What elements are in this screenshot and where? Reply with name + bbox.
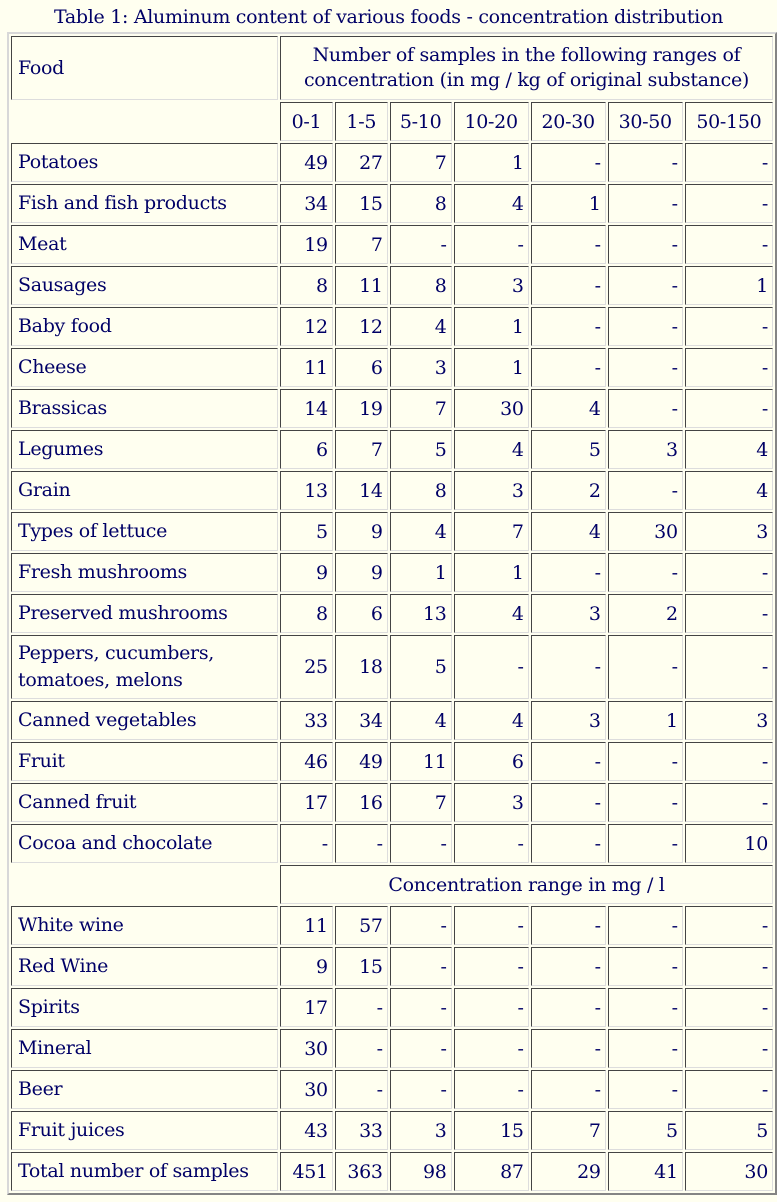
value-cell: 5 [531, 430, 606, 469]
value-cell: 7 [335, 225, 388, 264]
table-row [11, 184, 773, 223]
value-cell: 12 [335, 307, 388, 346]
food-name: Legumes [18, 438, 104, 460]
value-cell: 6 [335, 594, 388, 633]
value-cell: 34 [280, 184, 333, 223]
value-cell: 3 [390, 1111, 452, 1150]
value-cell: - [335, 824, 388, 863]
value-cell: 11 [280, 906, 333, 945]
food-name: Peppers, cucumbers, tomatoes, melons [18, 642, 215, 691]
value-cell: 2 [531, 471, 606, 510]
range-header-30-50: 30-50 [608, 102, 683, 141]
food-name: Canned vegetables [18, 709, 197, 731]
value-cell: - [608, 988, 683, 1027]
value-cell: 6 [454, 742, 529, 781]
range-header-5-10: 5-10 [390, 102, 452, 141]
value-cell: 5 [685, 1111, 773, 1150]
value-cell: 5 [390, 635, 452, 699]
value-cell: 7 [335, 430, 388, 469]
value-cell: - [531, 742, 606, 781]
value-cell: - [390, 906, 452, 945]
value-cell: 1 [531, 184, 606, 223]
value-cell: - [685, 783, 773, 822]
value-cell: - [608, 553, 683, 592]
value-cell: - [685, 947, 773, 986]
food-name: Cocoa and chocolate [18, 832, 213, 854]
table-row [11, 1111, 773, 1150]
table-row [11, 988, 773, 1027]
value-cell: - [454, 1070, 529, 1109]
value-cell: 30 [280, 1070, 333, 1109]
value-cell: 1 [454, 348, 529, 387]
food-column-header: Food [11, 36, 278, 100]
table-row [11, 348, 773, 387]
value-cell: 7 [454, 512, 529, 551]
food-name-cell [11, 143, 278, 182]
value-cell: - [685, 307, 773, 346]
food-name: Brassicas [18, 397, 107, 419]
value-cell: 5 [390, 430, 452, 469]
value-cell: - [531, 635, 606, 699]
table-row [11, 742, 773, 781]
value-cell: - [608, 266, 683, 305]
value-cell: - [390, 1070, 452, 1109]
value-cell: 451 [280, 1152, 333, 1191]
value-cell: 3 [531, 701, 606, 740]
value-cell: - [608, 348, 683, 387]
food-name: Beer [18, 1078, 63, 1100]
value-cell: - [608, 824, 683, 863]
value-cell: 1 [454, 307, 529, 346]
food-name: Types of lettuce [18, 520, 168, 542]
value-cell: 19 [335, 389, 388, 428]
table-row [11, 512, 773, 551]
value-cell: 33 [280, 701, 333, 740]
value-cell: - [531, 266, 606, 305]
value-cell: - [608, 1070, 683, 1109]
header-row [11, 36, 773, 100]
value-cell: 4 [454, 594, 529, 633]
food-name-cell [11, 988, 278, 1027]
value-cell: 19 [280, 225, 333, 264]
value-cell: 3 [685, 512, 773, 551]
liquids-range-header: Concentration range in mg / l [280, 865, 773, 904]
value-cell: 9 [335, 512, 388, 551]
value-cell: 14 [280, 389, 333, 428]
food-name: Sausages [18, 274, 107, 296]
food-name-cell [11, 594, 278, 633]
value-cell: - [685, 988, 773, 1027]
value-cell: - [531, 783, 606, 822]
value-cell: - [608, 1029, 683, 1068]
food-name: Fresh mushrooms [18, 561, 188, 583]
food-name-cell [11, 742, 278, 781]
value-cell: 4 [531, 389, 606, 428]
value-cell: 4 [390, 512, 452, 551]
food-name-cell [11, 307, 278, 346]
value-cell: 4 [685, 430, 773, 469]
value-cell: 8 [390, 471, 452, 510]
food-name-cell [11, 471, 278, 510]
value-cell: 13 [390, 594, 452, 633]
value-cell: 8 [280, 266, 333, 305]
value-cell: 8 [280, 594, 333, 633]
value-cell: - [454, 947, 529, 986]
value-cell: 17 [280, 988, 333, 1027]
table-row [11, 225, 773, 264]
table-row [11, 1070, 773, 1109]
value-cell: 11 [280, 348, 333, 387]
value-cell: - [608, 389, 683, 428]
food-name-cell [11, 1070, 278, 1109]
value-cell: 8 [390, 184, 452, 223]
table-row [11, 906, 773, 945]
value-cell: - [531, 225, 606, 264]
value-cell: 1 [608, 701, 683, 740]
food-name-cell [11, 389, 278, 428]
food-name: Preserved mushrooms [18, 602, 228, 624]
value-cell: 4 [390, 307, 452, 346]
value-cell: 363 [335, 1152, 388, 1191]
value-cell: - [531, 906, 606, 945]
value-cell: - [335, 988, 388, 1027]
table-row [11, 635, 773, 699]
table-row [11, 266, 773, 305]
value-cell: 30 [454, 389, 529, 428]
empty-cell [11, 102, 278, 141]
food-name-cell [11, 635, 278, 699]
value-cell: - [685, 184, 773, 223]
value-cell: 3 [454, 783, 529, 822]
value-cell: - [685, 1070, 773, 1109]
value-cell: 3 [454, 266, 529, 305]
value-cell: 9 [335, 553, 388, 592]
value-cell: - [454, 225, 529, 264]
value-cell: 12 [280, 307, 333, 346]
food-name: Canned fruit [18, 791, 137, 813]
value-cell: 98 [390, 1152, 452, 1191]
food-name: Cheese [18, 356, 87, 378]
food-name: Red Wine [18, 955, 109, 977]
value-cell: 49 [280, 143, 333, 182]
value-cell: 8 [390, 266, 452, 305]
food-name-cell [11, 824, 278, 863]
food-name-cell [11, 783, 278, 822]
food-name: Fish and fish products [18, 192, 227, 214]
value-cell: - [531, 988, 606, 1027]
value-cell: 27 [335, 143, 388, 182]
table-row [11, 1029, 773, 1068]
table-row [11, 594, 773, 633]
food-name: Meat [18, 233, 67, 255]
food-name: Spirits [18, 996, 80, 1018]
value-cell: 87 [454, 1152, 529, 1191]
table-row [11, 430, 773, 469]
food-name: Fruit juices [18, 1119, 125, 1141]
value-cell: 3 [390, 348, 452, 387]
value-cell: 4 [531, 512, 606, 551]
value-cell: 25 [280, 635, 333, 699]
value-cell: - [454, 988, 529, 1027]
value-cell: 1 [454, 553, 529, 592]
value-cell: 9 [280, 553, 333, 592]
value-cell: 16 [335, 783, 388, 822]
value-cell: - [454, 824, 529, 863]
value-cell: - [608, 906, 683, 945]
empty-cell [11, 865, 278, 904]
value-cell: - [454, 635, 529, 699]
food-name-cell [11, 1029, 278, 1068]
value-cell: - [454, 1029, 529, 1068]
range-header-20-30: 20-30 [531, 102, 606, 141]
value-cell: - [685, 594, 773, 633]
value-cell: 29 [531, 1152, 606, 1191]
value-cell: - [685, 1029, 773, 1068]
value-cell: - [531, 307, 606, 346]
value-cell: 1 [390, 553, 452, 592]
value-cell: - [531, 348, 606, 387]
value-cell: - [608, 471, 683, 510]
value-cell: - [390, 824, 452, 863]
value-cell: 4 [390, 701, 452, 740]
value-cell: 3 [685, 701, 773, 740]
value-cell: - [454, 906, 529, 945]
range-header-1-5: 1-5 [335, 102, 388, 141]
food-name: Mineral [18, 1037, 92, 1059]
value-cell: - [608, 947, 683, 986]
food-name-cell [11, 701, 278, 740]
food-name-cell [11, 1111, 278, 1150]
value-cell: 30 [608, 512, 683, 551]
table-row [11, 824, 773, 863]
food-name: Grain [18, 479, 71, 501]
range-header-50-150: 50-150 [685, 102, 773, 141]
food-name-cell [11, 225, 278, 264]
range-header-0-1: 0-1 [280, 102, 333, 141]
value-cell: - [685, 553, 773, 592]
food-name: Fruit [18, 750, 65, 772]
value-cell: 3 [608, 430, 683, 469]
value-cell: - [390, 947, 452, 986]
value-cell: 57 [335, 906, 388, 945]
range-group-label: Number of samples in the following ranges of concentration (in mg / kg of original substance) [303, 44, 750, 91]
table-row [11, 143, 773, 182]
liquids-header-row [11, 865, 773, 904]
value-cell: - [608, 635, 683, 699]
food-name-cell [11, 1152, 278, 1191]
value-cell: 4 [454, 701, 529, 740]
value-cell: - [280, 824, 333, 863]
food-name: Total number of samples [18, 1160, 249, 1182]
value-cell: - [685, 143, 773, 182]
value-cell: - [531, 143, 606, 182]
food-name-cell [11, 430, 278, 469]
food-name-cell [11, 947, 278, 986]
food-name-cell [11, 348, 278, 387]
value-cell: - [608, 143, 683, 182]
value-cell: - [335, 1070, 388, 1109]
value-cell: - [390, 225, 452, 264]
value-cell: 5 [608, 1111, 683, 1150]
value-cell: 15 [335, 184, 388, 223]
value-cell: 3 [531, 594, 606, 633]
value-cell: 2 [608, 594, 683, 633]
range-header-10-20: 10-20 [454, 102, 529, 141]
value-cell: 41 [608, 1152, 683, 1191]
value-cell: 30 [685, 1152, 773, 1191]
value-cell: - [685, 225, 773, 264]
value-cell: 7 [390, 143, 452, 182]
value-cell: 11 [335, 266, 388, 305]
value-cell: - [608, 742, 683, 781]
total-row [11, 1152, 773, 1191]
value-cell: 7 [390, 783, 452, 822]
value-cell: - [531, 824, 606, 863]
value-cell: 30 [280, 1029, 333, 1068]
value-cell: 10 [685, 824, 773, 863]
value-cell: 17 [280, 783, 333, 822]
value-cell: 15 [335, 947, 388, 986]
table-row [11, 947, 773, 986]
value-cell: 1 [454, 143, 529, 182]
table-row [11, 307, 773, 346]
value-cell: - [390, 1029, 452, 1068]
aluminum-table [7, 32, 777, 1195]
value-cell: - [608, 184, 683, 223]
value-cell: 46 [280, 742, 333, 781]
food-name: Baby food [18, 315, 112, 337]
value-cell: 7 [390, 389, 452, 428]
food-name-cell [11, 906, 278, 945]
value-cell: 3 [454, 471, 529, 510]
value-cell: - [685, 389, 773, 428]
value-cell: 14 [335, 471, 388, 510]
table-caption: Table 1: Aluminum content of various foods - concentration distribution [53, 6, 724, 28]
value-cell: 4 [454, 430, 529, 469]
value-cell: - [608, 783, 683, 822]
value-cell: - [531, 947, 606, 986]
value-cell: - [685, 635, 773, 699]
value-cell: 4 [685, 471, 773, 510]
value-cell: - [531, 1070, 606, 1109]
value-cell: 33 [335, 1111, 388, 1150]
food-name: White wine [18, 914, 124, 936]
table-row [11, 471, 773, 510]
value-cell: - [608, 307, 683, 346]
table-row [11, 389, 773, 428]
value-cell: - [685, 906, 773, 945]
value-cell: 4 [454, 184, 529, 223]
value-cell: 5 [280, 512, 333, 551]
value-cell: - [685, 742, 773, 781]
value-cell: - [335, 1029, 388, 1068]
range-group-header [280, 36, 773, 100]
value-cell: - [608, 225, 683, 264]
value-cell: 34 [335, 701, 388, 740]
value-cell: 7 [531, 1111, 606, 1150]
food-name-cell [11, 553, 278, 592]
value-cell: - [531, 1029, 606, 1068]
value-cell: 6 [280, 430, 333, 469]
value-cell: 9 [280, 947, 333, 986]
table-row [11, 783, 773, 822]
value-cell: - [531, 553, 606, 592]
value-cell: - [685, 348, 773, 387]
food-name-cell [11, 184, 278, 223]
food-name: Potatoes [18, 151, 99, 173]
table-row [11, 553, 773, 592]
value-cell: 6 [335, 348, 388, 387]
range-header-row [11, 102, 773, 141]
value-cell: 18 [335, 635, 388, 699]
food-name-cell [11, 266, 278, 305]
value-cell: 13 [280, 471, 333, 510]
value-cell: 49 [335, 742, 388, 781]
value-cell: 1 [685, 266, 773, 305]
table-row [11, 701, 773, 740]
food-name-cell [11, 512, 278, 551]
value-cell: 15 [454, 1111, 529, 1150]
value-cell: 43 [280, 1111, 333, 1150]
value-cell: 11 [390, 742, 452, 781]
value-cell: - [390, 988, 452, 1027]
